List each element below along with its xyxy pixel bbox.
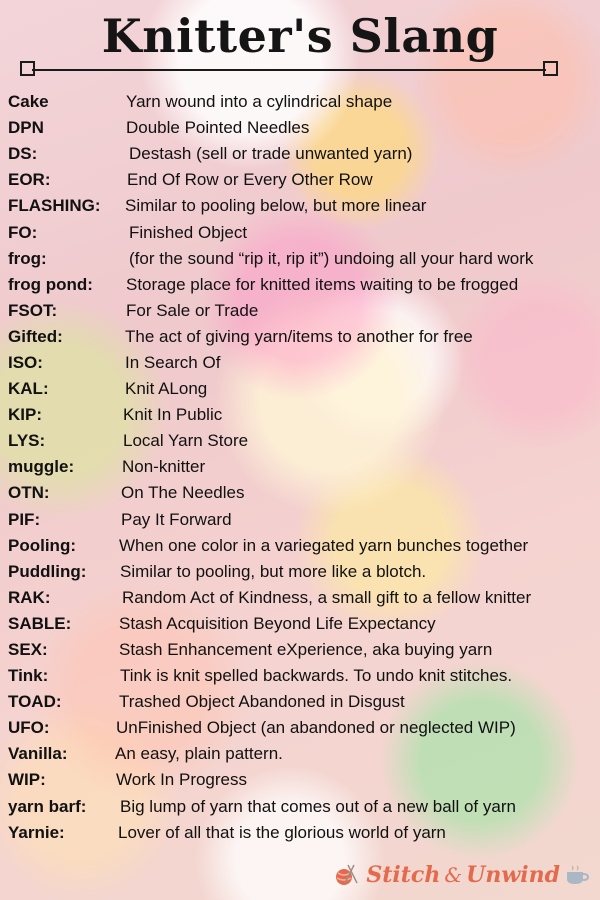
glossary-term: DS: (8, 144, 38, 164)
glossary-definition: Local Yarn Store (123, 431, 249, 451)
glossary-term: FSOT: (8, 300, 58, 320)
glossary-row (8, 794, 596, 820)
glossary-term: PIF: (8, 509, 41, 529)
glossary-definition: For Sale or Trade (126, 300, 259, 320)
glossary-row (8, 611, 596, 637)
glossary-row (8, 741, 596, 767)
glossary-definition: Pay It Forward (121, 509, 232, 529)
glossary-definition: UnFinished Object (an abandoned or neglected WIP) (116, 718, 516, 738)
glossary-row (8, 193, 596, 219)
glossary-definition: End Of Row or Every Other Row (127, 170, 373, 190)
glossary-row (8, 820, 596, 846)
glossary-term: FO: (8, 222, 38, 242)
glossary-definition: Stash Acquisition Beyond Life Expectancy (119, 613, 436, 633)
glossary-term: Puddling: (8, 561, 87, 581)
glossary-definition: Lover of all that is the glorious world of yarn (118, 822, 446, 842)
glossary-row (8, 715, 596, 741)
glossary-term: EOR: (8, 170, 51, 190)
glossary-row (8, 376, 596, 402)
glossary-row (8, 298, 596, 324)
glossary-term: Pooling: (8, 535, 76, 555)
glossary-term: SEX: (8, 640, 48, 660)
glossary-term: WIP: (8, 770, 46, 790)
glossary-row (8, 559, 596, 585)
glossary-row (8, 663, 596, 689)
glossary-term: KIP: (8, 405, 42, 425)
glossary-term: Tink: (8, 666, 49, 686)
glossary-term: RAK: (8, 587, 51, 607)
glossary-row (8, 350, 596, 376)
glossary-term: Vanilla: (8, 744, 68, 764)
glossary-row (8, 454, 596, 480)
glossary-row (8, 533, 596, 559)
glossary-definition: Knit ALong (125, 379, 208, 399)
divider-line (32, 69, 546, 71)
glossary-term: FLASHING: (8, 196, 101, 216)
glossary-row (8, 167, 596, 193)
glossary-term: ISO: (8, 352, 43, 372)
glossary-definition: Similar to pooling below, but more linear (125, 196, 427, 216)
brand-logo (332, 858, 590, 892)
glossary-definition: Finished Object (129, 222, 248, 242)
glossary-definition: (for the sound “rip it, rip it”) undoing all your hard work (129, 248, 534, 268)
glossary-definition: Big lump of yarn that comes out of a new ball of yarn (120, 796, 516, 816)
glossary-definition: Double Pointed Needles (126, 118, 310, 138)
glossary-definition: Tink is knit spelled backwards. To undo knit stitches. (120, 666, 513, 686)
page-title: Knitter's Slang (101, 9, 499, 63)
glossary-row (8, 767, 596, 793)
glossary-term: LYS: (8, 431, 46, 451)
glossary-term: Yarnie: (8, 822, 65, 842)
glossary-row (8, 115, 596, 141)
title-divider (20, 61, 558, 79)
glossary-definition: Knit In Public (123, 405, 223, 425)
glossary-definition: Storage place for knitted items waiting to be frogged (126, 274, 519, 294)
glossary-row (8, 89, 596, 115)
glossary-definition: Random Act of Kindness, a small gift to a fellow knitter (122, 587, 532, 607)
glossary-definition: When one color in a variegated yarn bunches together (119, 535, 529, 555)
brand-ampersand: & (444, 863, 463, 887)
glossary-term: Gifted: (8, 326, 63, 346)
yarn-ball-icon (332, 863, 362, 887)
divider-right-square (543, 61, 558, 76)
glossary-definition: An easy, plain pattern. (115, 744, 283, 764)
glossary-row (8, 585, 596, 611)
glossary-definition: The act of giving yarn/items to another for free (125, 326, 473, 346)
glossary-term: OTN: (8, 483, 50, 503)
glossary-term: frog: (8, 248, 47, 268)
glossary-term: Cake (8, 92, 49, 112)
glossary-definition: Destash (sell or trade unwanted yarn) (129, 144, 413, 164)
glossary-row (8, 402, 596, 428)
glossary-definition: On The Needles (121, 483, 245, 503)
glossary-definition: In Search Of (125, 352, 221, 372)
brand-name-stitch: Stitch (366, 862, 441, 888)
glossary-term: KAL: (8, 379, 49, 399)
teacup-icon (564, 864, 590, 886)
glossary-row (8, 507, 596, 533)
brand-name-unwind: Unwind (466, 862, 560, 888)
glossary-definition: Trashed Object Abandoned in Disgust (119, 692, 405, 712)
glossary-definition: Work In Progress (116, 770, 248, 790)
glossary-row (8, 324, 596, 350)
glossary-term: UFO: (8, 718, 50, 738)
glossary-term: frog pond: (8, 274, 93, 294)
glossary-row (8, 689, 596, 715)
glossary-row (8, 272, 596, 298)
glossary-term: muggle: (8, 457, 75, 477)
glossary-term: SABLE: (8, 613, 72, 633)
glossary-definition: Yarn wound into a cylindrical shape (126, 92, 393, 112)
glossary-definition: Non-knitter (122, 457, 206, 477)
glossary-row (8, 480, 596, 506)
glossary-row (8, 141, 596, 167)
glossary-definition: Similar to pooling, but more like a blotch. (120, 561, 427, 581)
glossary-row (8, 246, 596, 272)
glossary-term: TOAD: (8, 692, 62, 712)
glossary-row (8, 428, 596, 454)
glossary-term: DPN (8, 118, 44, 138)
glossary-definition: Stash Enhancement eXperience, aka buying yarn (119, 640, 493, 660)
glossary-row (8, 637, 596, 663)
glossary-row (8, 219, 596, 245)
glossary-list (8, 89, 596, 846)
glossary-term: yarn barf: (8, 796, 87, 816)
